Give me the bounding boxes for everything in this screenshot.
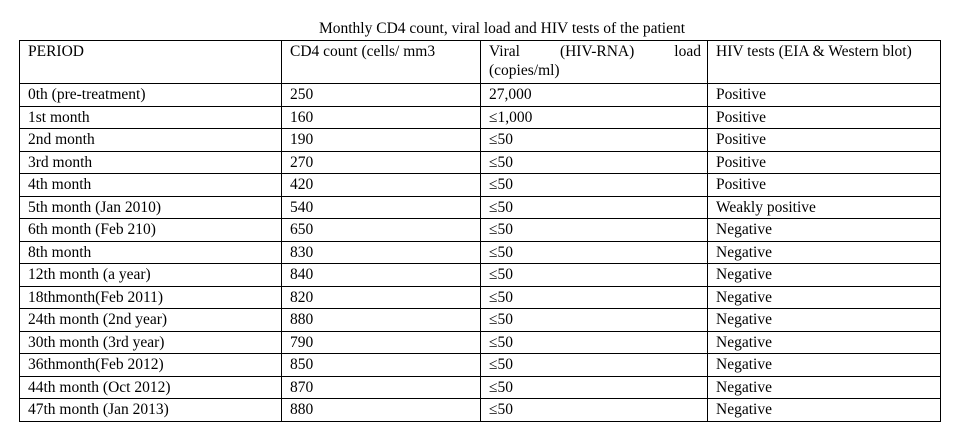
cell-period: 12th month (a year) bbox=[20, 264, 282, 287]
table-row bbox=[20, 354, 941, 377]
cell-cd4-count: 840 bbox=[282, 264, 481, 287]
header-cd4-count: CD4 count (cells/ mm3 bbox=[282, 41, 481, 84]
cell-viral-load: ≤50 bbox=[481, 286, 708, 309]
cell-period: 36thmonth(Feb 2012) bbox=[20, 354, 282, 377]
header-period: PERIOD bbox=[20, 41, 282, 84]
cell-viral-load: ≤50 bbox=[481, 354, 708, 377]
cell-period: 1st month bbox=[20, 106, 282, 129]
cell-cd4-count: 870 bbox=[282, 376, 481, 399]
cell-viral-load: ≤50 bbox=[481, 196, 708, 219]
cell-hiv-test: Positive bbox=[708, 174, 941, 197]
cell-hiv-test: Positive bbox=[708, 151, 941, 174]
cell-hiv-test: Negative bbox=[708, 241, 941, 264]
cell-cd4-count: 820 bbox=[282, 286, 481, 309]
cell-viral-load: ≤50 bbox=[481, 151, 708, 174]
cell-hiv-test: Negative bbox=[708, 354, 941, 377]
table-row bbox=[20, 129, 941, 152]
table-row bbox=[20, 106, 941, 129]
cell-hiv-test: Negative bbox=[708, 219, 941, 242]
cell-viral-load: ≤50 bbox=[481, 174, 708, 197]
cell-period: 0th (pre-treatment) bbox=[20, 84, 282, 107]
cell-period: 8th month bbox=[20, 241, 282, 264]
table-row bbox=[20, 264, 941, 287]
cell-hiv-test: Negative bbox=[708, 331, 941, 354]
cell-hiv-test: Negative bbox=[708, 264, 941, 287]
cell-viral-load: ≤50 bbox=[481, 376, 708, 399]
cell-hiv-test: Positive bbox=[708, 84, 941, 107]
cell-hiv-test: Negative bbox=[708, 309, 941, 332]
patient-data-table bbox=[19, 40, 941, 422]
table-row bbox=[20, 399, 941, 422]
cell-period: 47th month (Jan 2013) bbox=[20, 399, 282, 422]
cell-viral-load: ≤50 bbox=[481, 264, 708, 287]
header-viral-load: Viral (HIV-RNA) load (copies/ml) bbox=[481, 41, 708, 84]
cell-cd4-count: 880 bbox=[282, 399, 481, 422]
cell-period: 30th month (3rd year) bbox=[20, 331, 282, 354]
cell-period: 6th month (Feb 210) bbox=[20, 219, 282, 242]
table-row bbox=[20, 376, 941, 399]
cell-viral-load: ≤50 bbox=[481, 129, 708, 152]
cell-viral-load: ≤50 bbox=[481, 241, 708, 264]
table-row bbox=[20, 286, 941, 309]
cell-hiv-test: Weakly positive bbox=[708, 196, 941, 219]
cell-cd4-count: 420 bbox=[282, 174, 481, 197]
header-hiv-tests: HIV tests (EIA & Western blot) bbox=[708, 41, 941, 84]
table-row bbox=[20, 241, 941, 264]
cell-cd4-count: 850 bbox=[282, 354, 481, 377]
cell-cd4-count: 880 bbox=[282, 309, 481, 332]
cell-period: 2nd month bbox=[20, 129, 282, 152]
cell-period: 4th month bbox=[20, 174, 282, 197]
cell-hiv-test: Positive bbox=[708, 106, 941, 129]
cell-viral-load: ≤50 bbox=[481, 331, 708, 354]
cell-hiv-test: Positive bbox=[708, 129, 941, 152]
cell-hiv-test: Negative bbox=[708, 399, 941, 422]
cell-period: 18thmonth(Feb 2011) bbox=[20, 286, 282, 309]
cell-viral-load: ≤50 bbox=[481, 309, 708, 332]
cell-hiv-test: Negative bbox=[708, 286, 941, 309]
table-caption: Monthly CD4 count, viral load and HIV tests of the patient bbox=[318, 20, 686, 37]
cell-cd4-count: 650 bbox=[282, 219, 481, 242]
table-row bbox=[20, 84, 941, 107]
cell-viral-load: ≤50 bbox=[481, 399, 708, 422]
cell-period: 5th month (Jan 2010) bbox=[20, 196, 282, 219]
cell-period: 3rd month bbox=[20, 151, 282, 174]
cell-cd4-count: 830 bbox=[282, 241, 481, 264]
table-row bbox=[20, 309, 941, 332]
cell-viral-load: 27,000 bbox=[481, 84, 708, 107]
table-row bbox=[20, 331, 941, 354]
cell-viral-load: ≤50 bbox=[481, 219, 708, 242]
cell-cd4-count: 160 bbox=[282, 106, 481, 129]
cell-hiv-test: Negative bbox=[708, 376, 941, 399]
table-row bbox=[20, 151, 941, 174]
cell-cd4-count: 540 bbox=[282, 196, 481, 219]
table-row bbox=[20, 219, 941, 242]
cell-cd4-count: 790 bbox=[282, 331, 481, 354]
cell-viral-load: ≤1,000 bbox=[481, 106, 708, 129]
cell-cd4-count: 270 bbox=[282, 151, 481, 174]
cell-cd4-count: 190 bbox=[282, 129, 481, 152]
table-row bbox=[20, 196, 941, 219]
cell-period: 24th month (2nd year) bbox=[20, 309, 282, 332]
table-row bbox=[20, 174, 941, 197]
cell-period: 44th month (Oct 2012) bbox=[20, 376, 282, 399]
cell-cd4-count: 250 bbox=[282, 84, 481, 107]
table-header-row bbox=[20, 41, 941, 84]
